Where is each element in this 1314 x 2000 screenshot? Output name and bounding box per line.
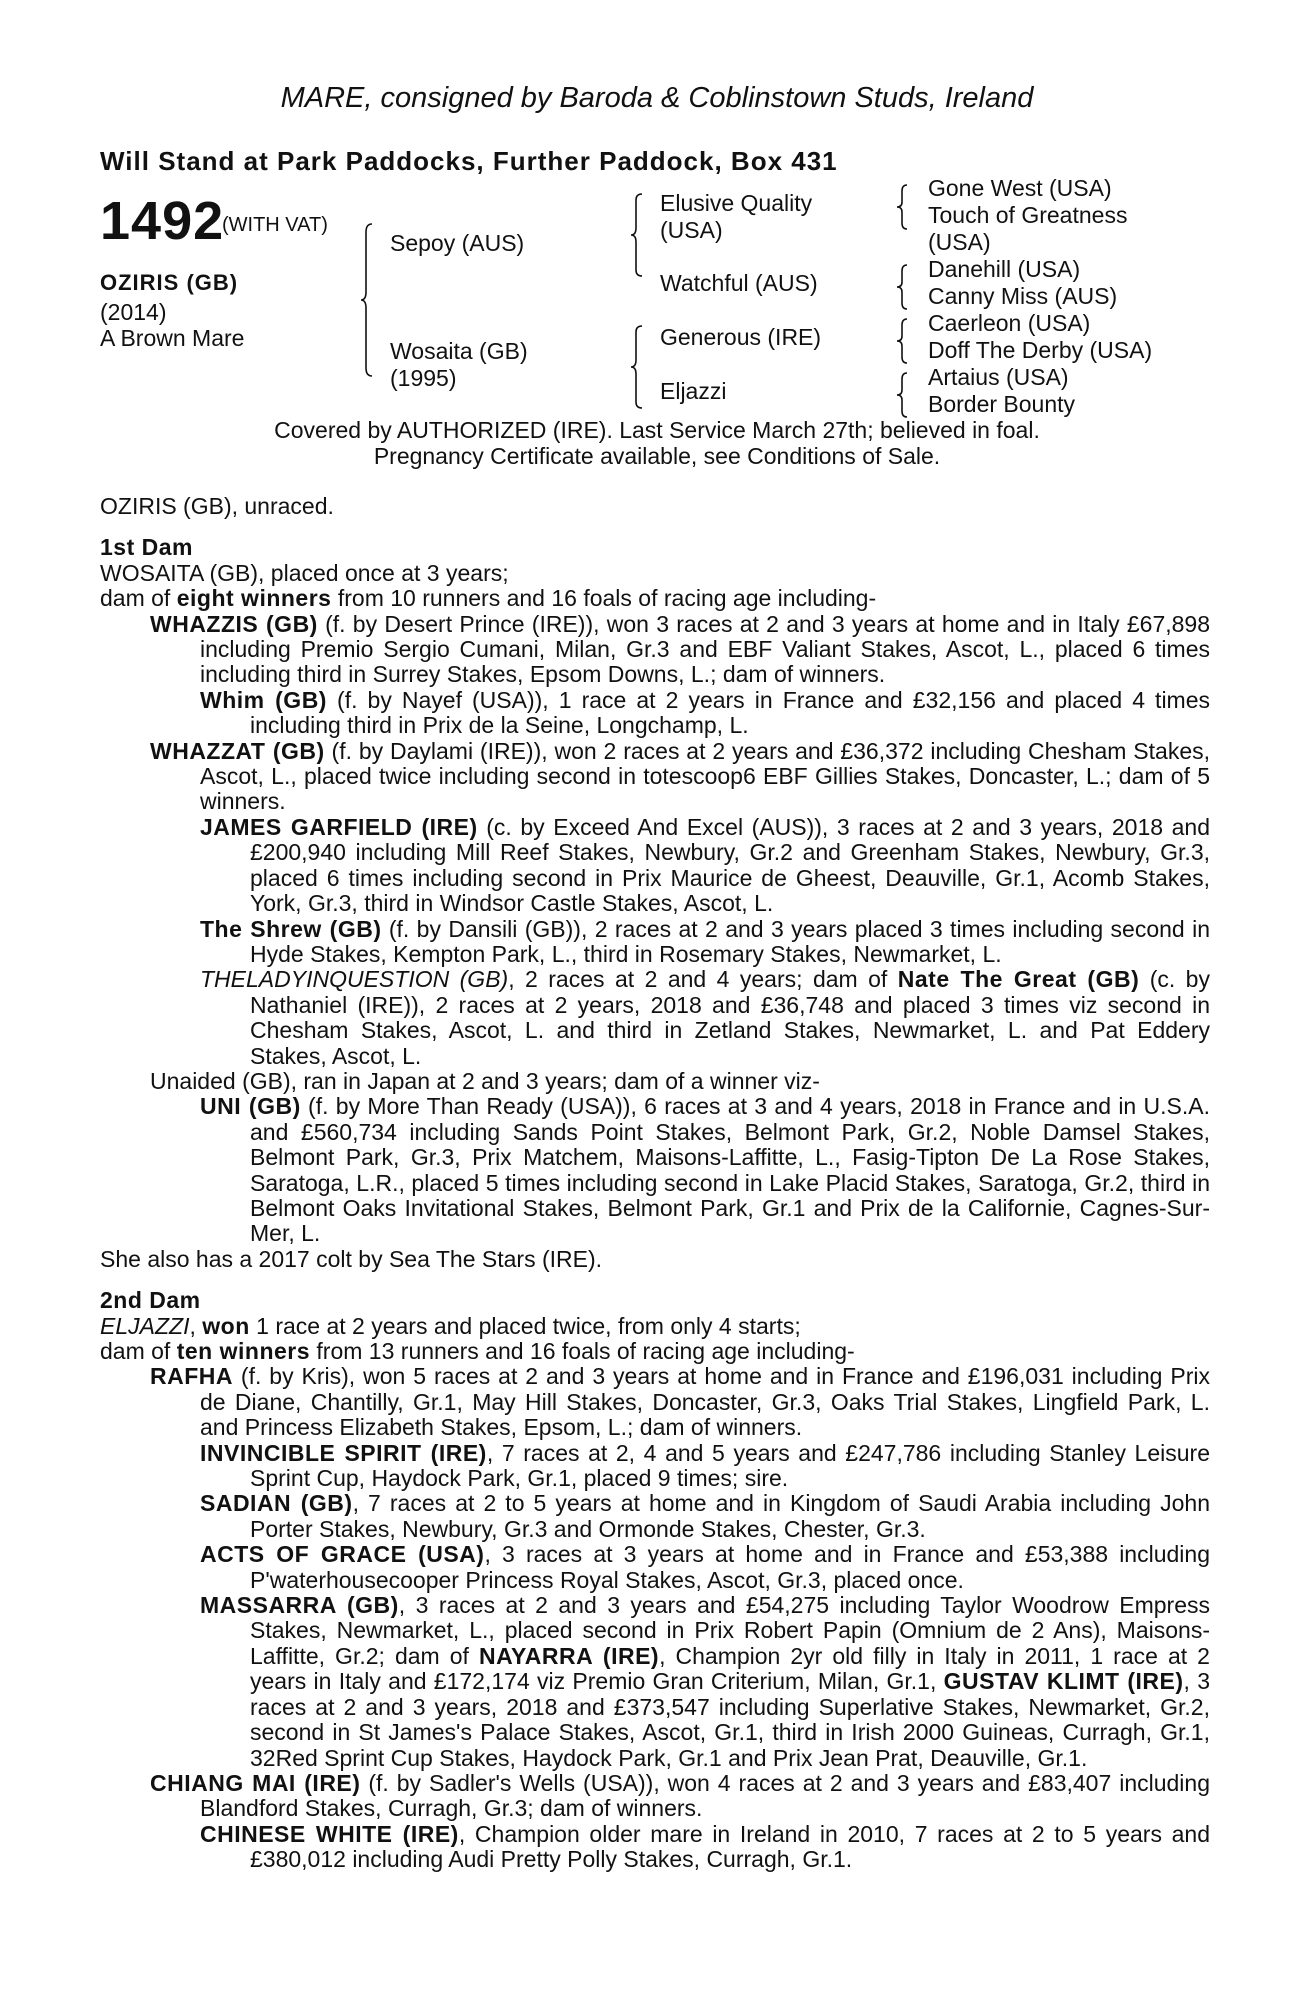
also-note: She also has a 2017 colt by Sea The Stars (IRE). — [100, 1245, 603, 1272]
entry-whazzat: WHAZZAT (GB) (f. by Daylami (IRE)), won 2 races at 2 years and £36,372 including Chesham Stakes, Ascot, L., placed twice including second in totescoop6 EBF Gillies Stakes, Doncaster, L.; dam of 5 winners. — [150, 737, 1211, 815]
pedigree-bracket-ss — [895, 182, 913, 232]
entry-james-garfield: JAMES GARFIELD (IRE) (c. by Exceed And Excel (AUS)), 3 races at 2 and 3 years, 2018 and £200,940 including Mill Reef Stakes, Newbury, Gr.2 and Greenham Stakes, Newbury, Gr.3, placed 6 times including second in Prix Maurice de Gheest, Deauville, Gr.1, Acomb Stakes, York, Gr.3, third in Windsor Castle Stakes, Ascot, L. — [200, 813, 1210, 917]
entry-rafha: RAFHA (f. by Kris), won 5 races at 2 and 3 years at home and in France and £196,031 including Prix de Diane, Chantilly, Gr.1, May Hill Stakes, Doncaster, Gr.3, Oaks Trial Stakes, Lingfield Park, L. and Princess Elizabeth Stakes, Epsom, L.; dam of winners. — [150, 1363, 1210, 1441]
pedigree-dam-sire: Generous (IRE) — [660, 324, 822, 350]
horse-name: OZIRIS (GB) — [100, 270, 239, 295]
consignor-heading: MARE, consigned by Baroda & Coblinstown Studs, Ireland — [280, 82, 1034, 114]
pedigree-dsd: Doff The Derby (USA) — [928, 337, 1153, 363]
pedigree-bracket-dam — [630, 322, 650, 412]
pedigree-ssd-country: (USA) — [928, 229, 991, 255]
stand-location: Will Stand at Park Paddocks, Further Paddock, Box 431 — [100, 146, 838, 176]
pedigree-sdd: Canny Miss (AUS) — [928, 283, 1118, 309]
entry-unaided: Unaided (GB), ran in Japan at 2 and 3 years; dam of a winner viz- — [150, 1067, 820, 1094]
entry-whim: Whim (GB) (f. by Nayef (USA)), 1 race at 2 years in France and £32,156 and placed 4 times including third in Prix de la Seine, Longchamp, L. — [200, 686, 1211, 739]
entry-massarra: MASSARRA (GB), 3 races at 2 and 3 years and £54,275 including Taylor Woodrow Empress Stakes, Newmarket, L., placed second in Prix Robert Papin (Omnium de 2 Ans), Maisons-Laffitte, Gr.2; dam of NAYARRA (IRE), Champion 2yr old filly in Italy in 2011, 1 race at 2 years in Italy and £172,174 viz Premio Gran Criterium, Milan, Gr.1, GUSTAV KLIMT (IRE), 3 races at 2 and 3 years, 2018 and £373,547 including Superlative Stakes, Newmarket, Gr.2, second in St James's Palace Stakes, Ascot, Gr.1, third in Irish 2000 Guineas, Curragh, Gr.1, 32Red Sprint Cup Stakes, Haydock Park, Gr.1 and Prix Jean Prat, Deauville, Gr.1. — [200, 1592, 1211, 1771]
horse-year: (2014) — [100, 299, 167, 325]
pedigree-bracket-dd — [895, 370, 913, 420]
catalogue-body — [100, 494, 1210, 1873]
pedigree-sire-dam: Watchful (AUS) — [660, 270, 818, 296]
entry-the-shrew: The Shrew (GB) (f. by Dansili (GB)), 2 races at 2 and 3 years placed 3 times including second in Hyde Stakes, Kempton Park, L., third in Rosemary Stakes, Newmarket, L. — [200, 915, 1210, 967]
pedigree-sss: Gone West (USA) — [928, 175, 1112, 201]
pedigree-bracket-sd — [895, 262, 913, 312]
pedigree-sds: Danehill (USA) — [928, 256, 1081, 282]
pedigree-dam-year: (1995) — [390, 365, 457, 391]
pedigree-sire-sire-country: (USA) — [660, 217, 723, 243]
covered-line-1: Covered by AUTHORIZED (IRE). Last Service March 27th; believed in foal. — [274, 417, 1040, 443]
pedigree-bracket-sire — [630, 190, 650, 280]
pedigree-bracket-ds — [895, 316, 913, 366]
entry-uni: UNI (GB) (f. by More Than Ready (USA)), 6 races at 3 and 4 years, 2018 in France and in U.S.A. and £560,734 including Sands Point Stakes, Belmont Park, Gr.2, Noble Damsel Stakes, Belmont Park, Gr.3, Prix Matchem, Maisons-Laffitte, L., Fasig-Tipton De La Rose Stakes, Saratoga, L.R., placed 5 times including second in Lake Placid Stakes, Saratoga, Gr.2, third in Belmont Oaks Invitational Stakes, Belmont Park, Gr.1 and Prix de la Californie, Cagnes-Sur-Mer, L. — [200, 1093, 1210, 1247]
pedigree-dss: Caerleon (USA) — [928, 310, 1091, 336]
race-record: OZIRIS (GB), unraced. — [100, 493, 334, 519]
pedigree-bracket-gen1 — [360, 220, 380, 380]
first-dam-intro: WOSAITA (GB), placed once at 3 years; — [100, 559, 509, 586]
second-dam-produce: dam of ten winners from 13 runners and 16 foals of racing age including- — [100, 1338, 855, 1364]
lot-number: 1492 — [100, 191, 225, 251]
entry-invincible-spirit: INVINCIBLE SPIRIT (IRE), 7 races at 2, 4 and 5 years and £247,786 including Stanley Leisure Sprint Cup, Haydock Park, Gr.1, placed 9 times; sire. — [200, 1439, 1210, 1492]
pedigree-dds: Artaius (USA) — [928, 364, 1069, 390]
second-dam-heading: 2nd Dam — [100, 1287, 201, 1314]
first-dam-produce: dam of eight winners from 10 runners and 16 foals of racing age including- — [100, 585, 877, 612]
horse-description: A Brown Mare — [100, 325, 245, 351]
entry-chinese-white: CHINESE WHITE (IRE), Champion older mare in Ireland in 2010, 7 races at 2 to 5 years and £380,012 including Audi Pretty Polly Stakes, Curragh, Gr.1. — [200, 1820, 1211, 1873]
entry-whazzis: WHAZZIS (GB) (f. by Desert Prince (IRE)), won 3 races at 2 and 3 years at home and in Italy £67,898 including Premio Sergio Cumani, Milan, Gr.3 and EBF Valiant Stakes, Ascot, L., placed 6 times including third in Surrey Stakes, Epsom Downs, L.; dam of winners. — [150, 610, 1210, 688]
pedigree-sire-sire: Elusive Quality — [660, 190, 813, 216]
pedigree-dam-dam: Eljazzi — [660, 378, 727, 404]
covered-line-2: Pregnancy Certificate available, see Conditions of Sale. — [373, 443, 941, 469]
second-dam-intro: ELJAZZI, won 1 race at 2 years and placed twice, from only 4 starts; — [100, 1312, 801, 1339]
pedigree-dam: Wosaita (GB) — [390, 338, 528, 364]
entry-acts-of-grace: ACTS OF GRACE (USA), 3 races at 3 years at home and in France and £53,388 including P'waterhousecooper Princess Royal Stakes, Ascot, Gr.3, placed once. — [200, 1541, 1210, 1593]
first-dam-heading: 1st Dam — [100, 534, 193, 561]
entry-theladyinquestion: THELADYINQUESTION (GB), 2 races at 2 and 4 years; dam of Nate The Great (GB) (c. by Nathaniel (IRE)), 2 races at 2 years, 2018 and £36,748 and placed 3 times viz second in Chesham Stakes, Ascot, L. and third in Zetland Stakes, Newmarket, L. and Pat Eddery Stakes, Ascot, L. — [200, 966, 1210, 1069]
pedigree-ddd: Border Bounty — [928, 391, 1076, 417]
entry-sadian: SADIAN (GB), 7 races at 2 to 5 years at home and in Kingdom of Saudi Arabia including John Porter Stakes, Newbury, Gr.3 and Ormonde Stakes, Chester, Gr.3. — [200, 1490, 1210, 1542]
pedigree-ssd: Touch of Greatness — [928, 202, 1128, 228]
vat-note: (WITH VAT) — [222, 214, 328, 236]
entry-chiang-mai: CHIANG MAI (IRE) (f. by Sadler's Wells (USA)), won 4 races at 2 and 3 years and £83,407 including Blandford Stakes, Curragh, Gr.3; dam of winners. — [150, 1769, 1210, 1822]
pedigree-sire: Sepoy (AUS) — [390, 230, 525, 256]
